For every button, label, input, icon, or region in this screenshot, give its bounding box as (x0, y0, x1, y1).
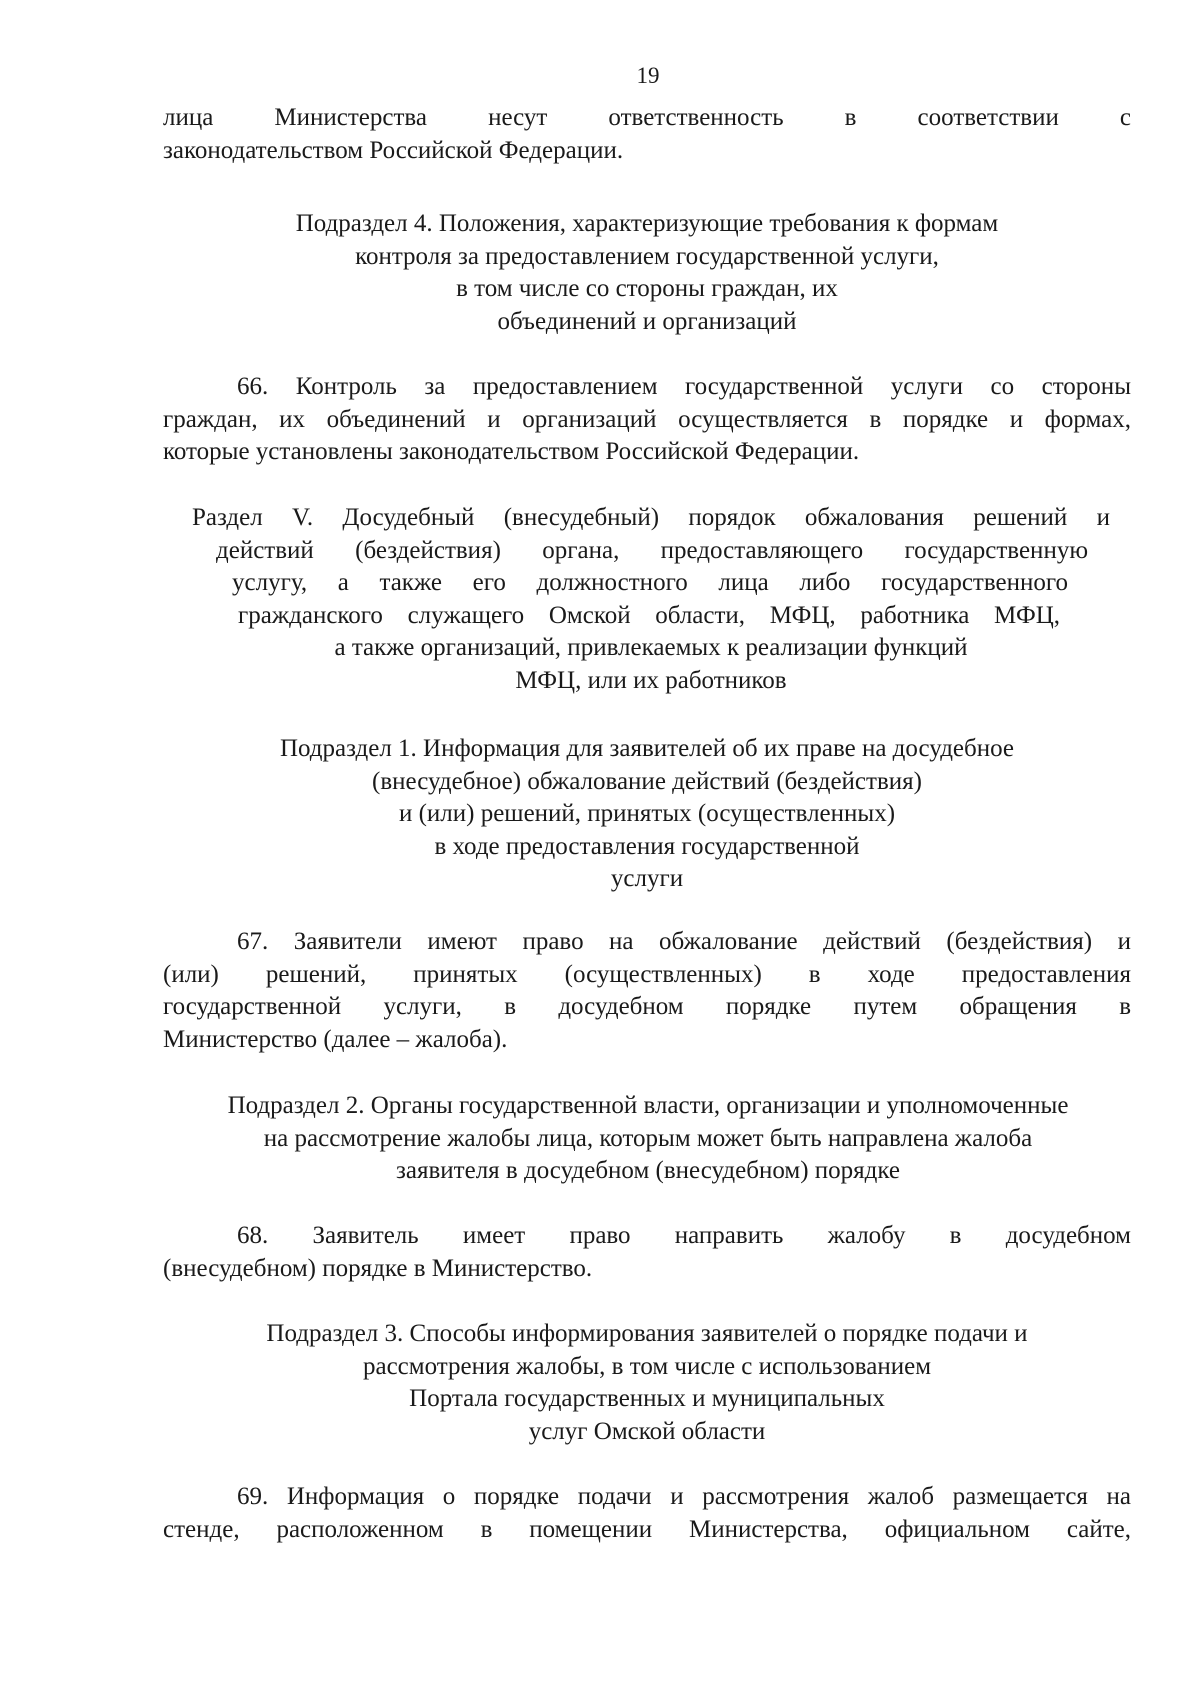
heading-line: действий (бездействия) органа, предоставляющего государственную (216, 536, 1088, 564)
subsection-1-heading (163, 733, 1131, 896)
heading-line: объединений и организаций (497, 307, 797, 335)
text-line: (или) решений, принятых (осуществленных) в ходе предоставления (163, 960, 1131, 988)
heading-line: Подраздел 1. Информация для заявителей об их праве на досудебное (279, 735, 1015, 762)
paragraph-67 (163, 926, 1131, 1056)
text-line: стенде, расположенном в помещении Министерства, официальном сайте, (163, 1515, 1131, 1543)
heading-line: (внесудебное) обжалование действий (бездействия) (372, 767, 922, 795)
heading-line: контроля за предоставлением государственной услуги, (355, 242, 939, 270)
heading-line: Подраздел 2. Органы государственной власти, организации и уполномоченные (227, 1092, 1069, 1119)
continuation-paragraph (163, 102, 1131, 167)
heading-line: и (или) решений, принятых (осуществленных) (398, 800, 896, 827)
text-line: Министерство (далее – жалоба). (163, 1025, 508, 1053)
text-line: граждан, их объединений и организаций осуществляется в порядке и формах, (163, 405, 1131, 433)
heading-line: Портала государственных и муниципальных (409, 1385, 885, 1412)
subsection-4-heading (163, 208, 1131, 338)
subsection-2-heading (150, 1090, 1146, 1188)
paragraph-66 (163, 371, 1131, 469)
text-line: которые установлены законодательством Российской Федерации. (163, 438, 860, 465)
text-line: законодательством Российской Федерации. (163, 136, 624, 164)
page-number: 19 (636, 63, 660, 88)
text-line: 68. Заявитель имеет право направить жалобу в досудебном (237, 1222, 1131, 1249)
text-line: 69. Информация о порядке подачи и рассмотрения жалоб размещается на (237, 1483, 1131, 1510)
heading-line: в ходе предоставления государственной (434, 832, 860, 860)
text-line: государственной услуги, в досудебном порядке путем обращения в (163, 993, 1131, 1020)
heading-line: Раздел V. Досудебный (внесудебный) порядок обжалования решений и (192, 504, 1110, 531)
heading-line: Подраздел 4. Положения, характеризующие требования к формам (295, 210, 999, 237)
section-5-heading (192, 502, 1110, 697)
heading-line: гражданского служащего Омской области, МФЦ, работника МФЦ, (238, 601, 1060, 629)
text-line: 66. Контроль за предоставлением государственной услуги со стороны (237, 373, 1131, 400)
heading-line: Подраздел 3. Способы информирования заявителей о порядке подачи и (266, 1320, 1028, 1347)
heading-line: услуг Омской области (528, 1417, 766, 1445)
paragraph-69 (163, 1481, 1131, 1546)
heading-line: в том числе со стороны граждан, их (456, 275, 838, 302)
text-line: (внесудебном) порядке в Министерство. (163, 1254, 593, 1282)
paragraph-68 (163, 1220, 1131, 1285)
heading-line: услугу, а также его должностного лица либо государственного (232, 569, 1068, 596)
heading-line: заявителя в досудебном (внесудебном) порядке (396, 1157, 900, 1184)
text-line: лица Министерства несут ответственность в соответствии с (163, 104, 1131, 131)
heading-line: на рассмотрение жалобы лица, которым может быть направлена жалоба (263, 1124, 1033, 1152)
heading-line: услуги (610, 865, 684, 892)
subsection-3-heading (163, 1318, 1131, 1448)
heading-line: МФЦ, или их работников (515, 666, 787, 694)
text-line: 67. Заявители имеют право на обжалование действий (бездействия) и (237, 928, 1131, 955)
heading-line: а также организаций, привлекаемых к реализации функций (334, 634, 968, 661)
heading-line: рассмотрения жалобы, в том числе с использованием (362, 1352, 932, 1380)
